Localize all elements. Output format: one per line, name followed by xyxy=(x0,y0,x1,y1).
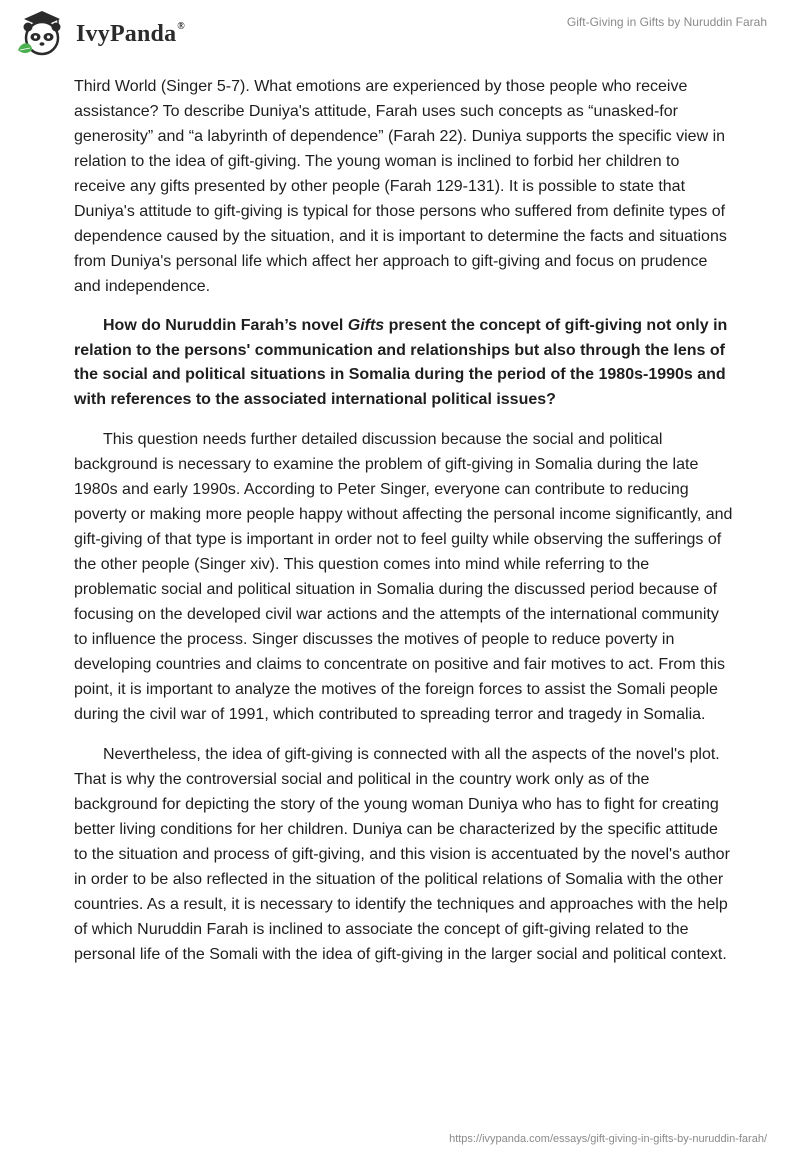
ivypanda-logo[interactable] xyxy=(14,6,185,60)
body-paragraph: This question needs further detailed discussion because the social and political background is necessary to examine the problem of gift-giving in Somalia during the late 1980s and early 1990s. According to Peter Singer, everyone can contribute to reducing poverty or making more people happy without affecting the personal income significantly, and gift-giving of that type is important in order not to feel guilty while observing the sufferings of the other people (Singer xiv). This question comes into mind while referring to the problematic social and political situation in Somalia during the discussed period because of focusing on the developed civil war actions and the attempts of the international community to influence the process. Singer discusses the motives of people to reduce poverty in developing countries and claims to concentrate on positive and fair motives to act. From this point, it is important to analyze the motives of the foreign forces to assist the Somali people during the civil war of 1991, which contributed to spreading terror and tragedy in Somalia. xyxy=(74,431,733,723)
research-question: How do Nuruddin Farah’s novel Gifts present the concept of gift-giving not only in relation to the persons' communication and relationships but also through the lens of the social and political situations in Somalia during the period of the 1980s-1990s and with references to the associated international political issues? xyxy=(74,317,728,408)
page-header xyxy=(0,0,800,66)
essay-body xyxy=(74,74,734,982)
brand-name: IvyPanda® xyxy=(76,20,185,47)
document-title: Gift-Giving in Gifts by Nuruddin Farah xyxy=(566,15,767,29)
source-url[interactable]: https://ivypanda.com/essays/gift-giving-in-gifts-by-nuruddin-farah/ xyxy=(449,1133,767,1145)
panda-logo-icon xyxy=(14,6,68,60)
body-paragraph: Nevertheless, the idea of gift-giving is connected with all the aspects of the novel's plot. That is why the controversial social and political in the country work only as of the background for depicting the story of the young woman Duniya who has to fight for creating better living conditions for her children. Duniya can be characterized by the specific attitude to the situation and process of gift-giving, and this vision is accentuated by the novel's author in order to be also reflected in the situation of the political relations of Somalia with the other countries. As a result, it is necessary to identify the techniques and approaches with the help of which Nuruddin Farah is inclined to associate the concept of gift-giving related to the personal life of the Somali with the idea of gift-giving in the larger social and political context. xyxy=(74,746,730,963)
body-paragraph: Third World (Singer 5-7). What emotions are experienced by those people who receive assistance? To describe Duniya's attitude, Farah uses such concepts as “unasked-for generosity” and “a labyrinth of dependence” (Farah 22). Duniya supports the specific view in relation to the idea of gift-giving. The young woman is inclined to forbid her children to receive any gifts presented by other people (Farah 129-131). It is possible to state that Duniya's attitude to gift-giving is typical for those persons who suffered from definite types of dependence caused by the situation, and it is important to determine the facts and situations from Duniya's personal life which affect her approach to gift-giving and focus on prudence and independence. xyxy=(74,78,727,295)
novel-title: Gifts xyxy=(347,317,385,334)
